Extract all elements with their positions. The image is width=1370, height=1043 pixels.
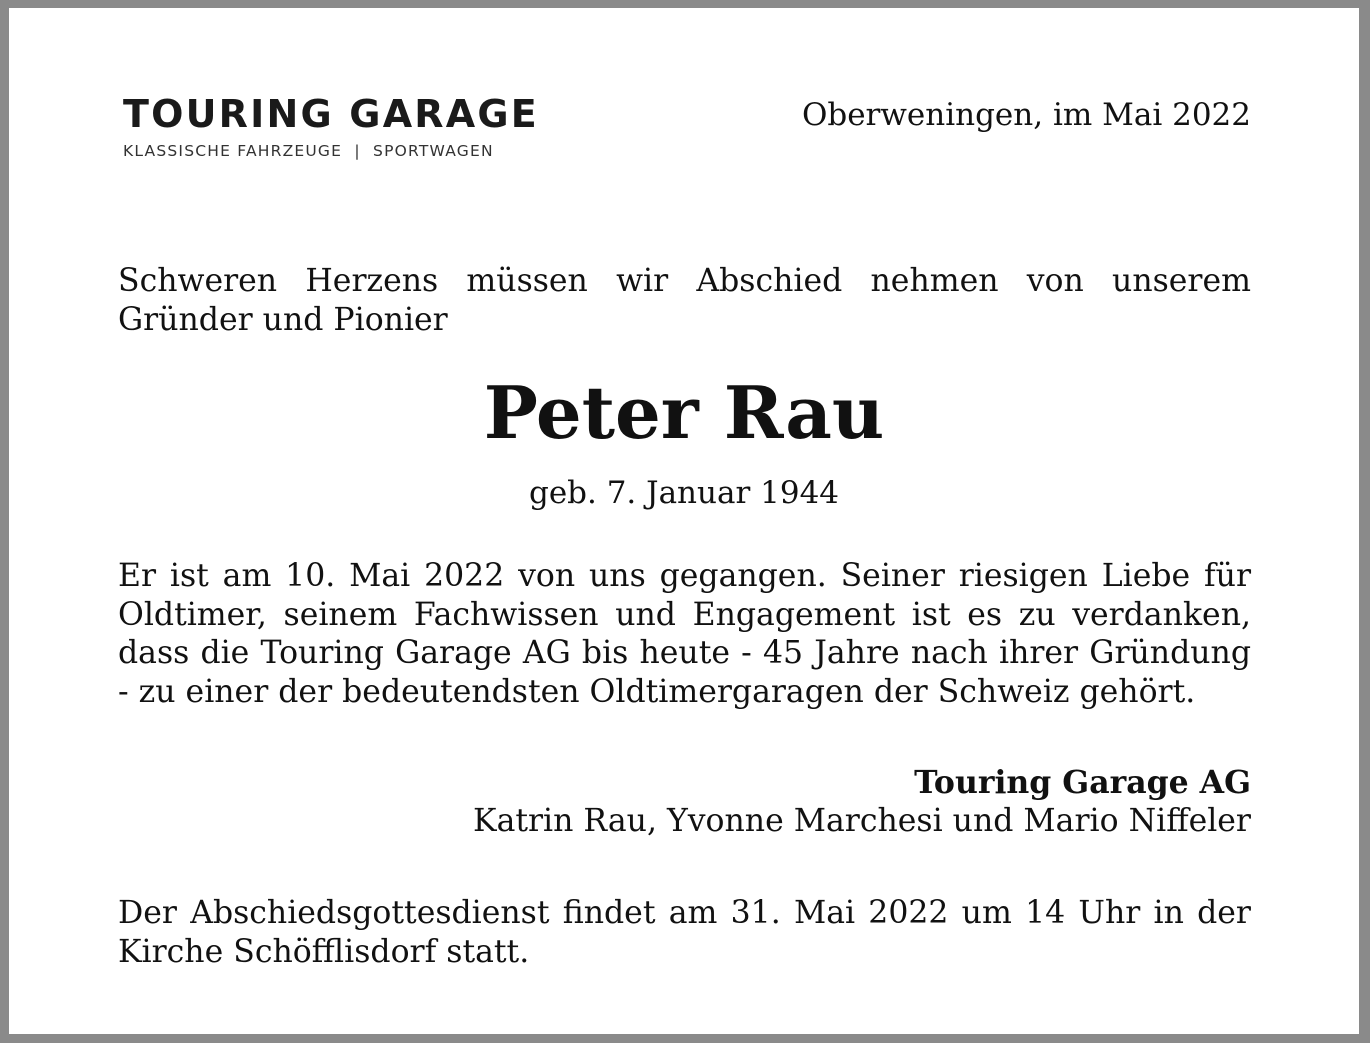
- company-logo: [123, 94, 633, 160]
- intro-text: Schweren Herzens müssen wir Abschied nehmen von unserem Gründer und Pionier: [118, 263, 1251, 338]
- deceased-name: Peter Rau: [483, 370, 885, 455]
- logo-subtitle: KLASSISCHE FAHRZEUGE | SPORTWAGEN: [123, 142, 494, 160]
- signature-company: Touring Garage AG: [914, 764, 1251, 801]
- place-date: Oberweningen, im Mai 2022: [801, 97, 1251, 133]
- logo-title: TOURING GARAGE: [123, 92, 539, 136]
- obituary-body: Er ist am 10. Mai 2022 von uns gegangen. Seiner riesigen Liebe für Oldtimer, seinem Fachwissen und Engagement ist es zu verdanken, dass die Touring Garage AG bis heute - 45 Jahre nach ihrer Gründung - zu einer der bedeutendsten Oldtimergaragen der Schweiz gehört.: [118, 558, 1251, 710]
- obituary-page: [9, 8, 1359, 1034]
- birth-date: geb. 7. Januar 1944: [528, 475, 840, 511]
- signature-names: Katrin Rau, Yvonne Marchesi und Mario Niffeler: [473, 803, 1251, 839]
- service-info: Der Abschiedsgottesdienst findet am 31. Mai 2022 um 14 Uhr in der Kirche Schöfflisdorf statt.: [118, 895, 1251, 970]
- signature-block: [473, 764, 1251, 840]
